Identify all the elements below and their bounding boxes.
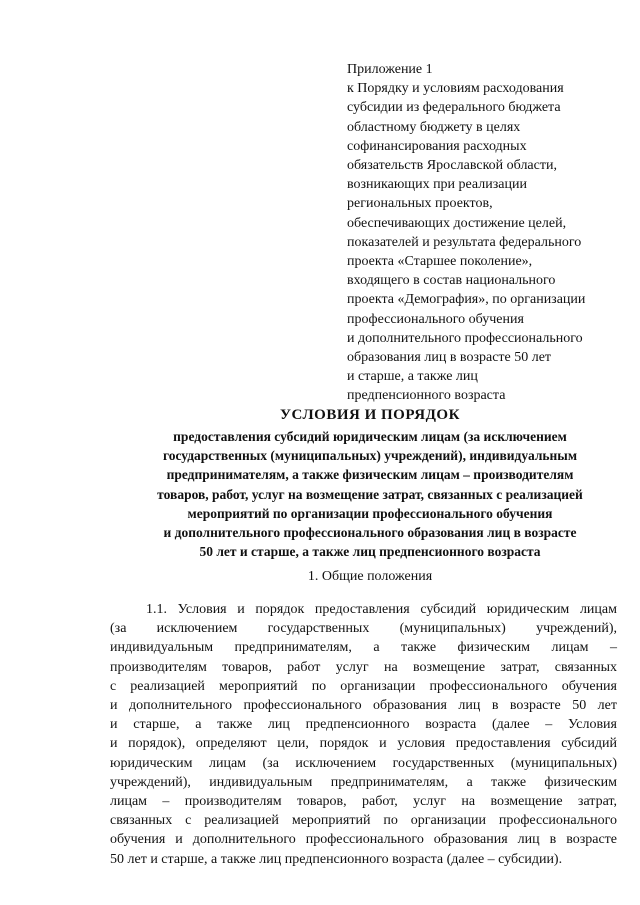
paragraph-line: и порядок), определяют цели, порядок и условия предоставления субсидий — [110, 736, 617, 752]
paragraph-line: связанных с реализацией мероприятий по организации профессионального — [110, 813, 617, 829]
paragraph-line: и дополнительного профессионального образования лиц в возрасте 50 лет — [110, 698, 617, 714]
paragraph-line: 1.1. Условия и порядок предоставления субсидий юридическим лицам — [146, 602, 617, 617]
appendix-line: софинансирования расходных — [347, 138, 527, 154]
subtitle-line: 50 лет и старше, а также лиц предпенсионного возраста — [199, 544, 541, 560]
appendix-line: обязательств Ярославской области, — [347, 158, 557, 174]
subtitle-line: товаров, работ, услуг на возмещение затрат, связанных с реализацией — [157, 486, 583, 502]
paragraph-line: 50 лет и старше, а также лиц предпенсионного возраста (далее – субсидии). — [110, 851, 563, 867]
subtitle-line: предоставления субсидий юридическим лицам (за исключением — [173, 429, 567, 444]
appendix-header — [347, 60, 617, 406]
subtitle-line: мероприятий по организации профессионального обучения — [187, 505, 553, 521]
document-subtitle — [110, 427, 630, 561]
paragraph-line: юридическим лицам (за исключением государственных (муниципальных) — [110, 755, 617, 771]
paragraph-line: (за исключением государственных (муниципальных) учреждений), — [110, 621, 617, 637]
section-heading: 1. Общие положения — [307, 569, 433, 584]
appendix-line: проекта «Демография», по организации — [347, 292, 586, 308]
appendix-line: возникающих при реализации — [347, 177, 527, 193]
paragraph-line: индивидуальным предпринимателям, а также физическим лицам – — [110, 640, 617, 656]
appendix-line: проекта «Старшее поколение», — [347, 254, 533, 270]
appendix-line: региональных проектов, — [347, 196, 493, 212]
subtitle-line: и дополнительного профессионального образования лиц в возрасте — [163, 525, 577, 541]
paragraph-line: учреждений), индивидуальным предпринимателям, а также физическим — [110, 774, 617, 790]
paragraph-line: лицам – производителям товаров, работ, услуг на возмещение затрат, — [110, 794, 617, 810]
appendix-line: предпенсионного возраста — [347, 388, 506, 404]
paragraph-line: и старше, а также лиц предпенсионного возраста (далее – Условия — [110, 717, 617, 733]
appendix-line: и дополнительного профессионального — [347, 330, 583, 346]
subtitle-line: государственных (муниципальных) учреждений), индивидуальным — [162, 448, 578, 464]
paragraph-line: обучения и дополнительного профессионального образования лиц в возрасте — [110, 832, 617, 848]
paragraph-line: производителям товаров, работ услуг на возмещение затрат, связанных — [110, 659, 617, 675]
appendix-line: профессионального обучения — [347, 311, 524, 327]
appendix-line: и старше, а также лиц — [347, 369, 478, 385]
section-paragraph — [110, 600, 617, 869]
appendix-line: образования лиц в возрасте 50 лет — [347, 350, 552, 366]
appendix-line: субсидии из федерального бюджета — [347, 100, 561, 116]
appendix-line: обеспечивающих достижение целей, — [347, 215, 567, 231]
document-title: УСЛОВИЯ И ПОРЯДОК — [280, 407, 460, 423]
appendix-line: к Порядку и условиям расходования — [347, 81, 564, 97]
paragraph-line: с реализацией мероприятий по организации профессионального обучения — [110, 678, 617, 694]
document-title-block — [110, 406, 630, 561]
subtitle-line: предпринимателям, а также физическим лицам – производителям — [166, 467, 574, 483]
appendix-line: входящего в состав национального — [347, 273, 556, 289]
appendix-line: показателей и результата федерального — [347, 234, 582, 250]
appendix-line: областному бюджету в целях — [347, 119, 521, 135]
appendix-line: Приложение 1 — [347, 62, 433, 77]
